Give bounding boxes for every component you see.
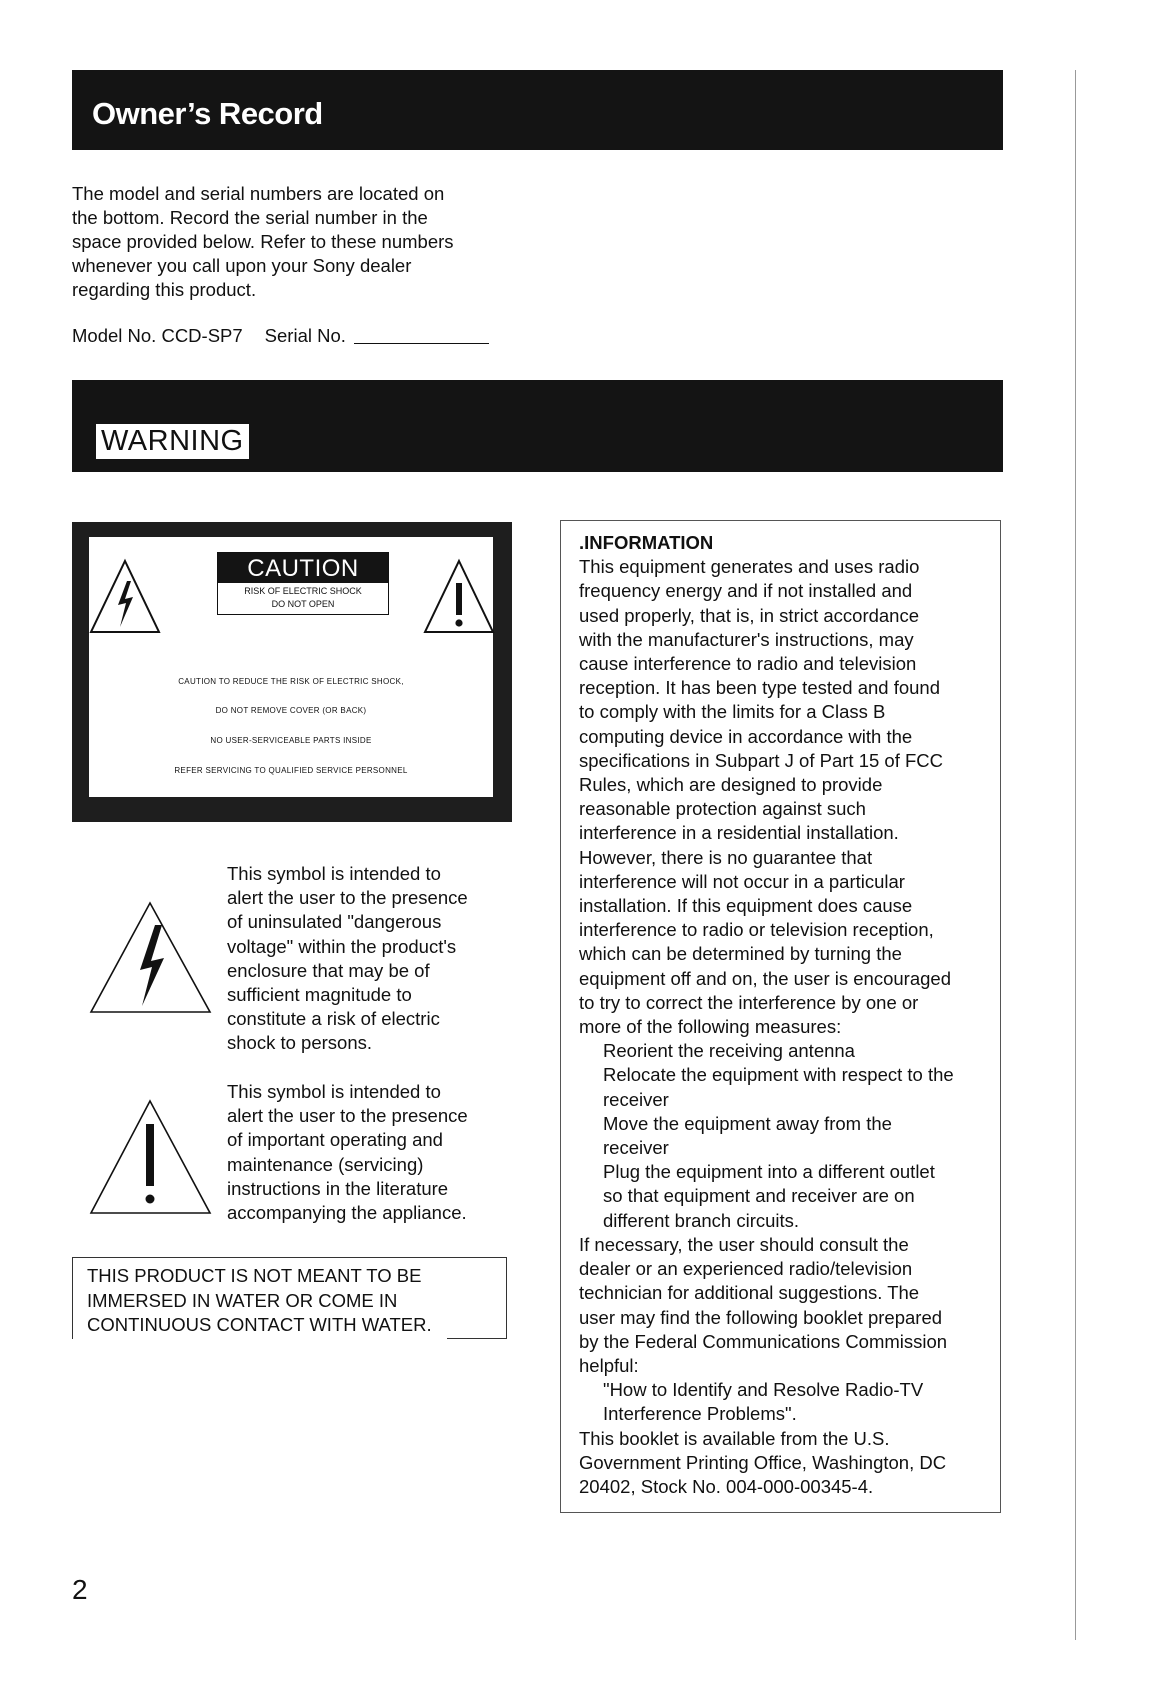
page-edge-line <box>1075 70 1076 1640</box>
notice-line: CONTINUOUS CONTACT WITH WATER. <box>87 1314 432 1335</box>
serial-label: Serial No. <box>264 325 346 346</box>
information-line: by the Federal Communications Commission <box>579 1330 948 1352</box>
text-line: of uninsulated "dangerous <box>227 911 442 933</box>
caution-line: DO NOT REMOVE COVER (OR BACK) <box>215 706 367 715</box>
exclamation-symbol-description <box>227 1080 512 1225</box>
exclamation-triangle-icon <box>423 557 495 635</box>
caution-label-top <box>89 537 493 649</box>
information-line: equipment off and on, the user is encouraged <box>579 967 951 989</box>
intro-line: the bottom. Record the serial number in the <box>72 207 428 228</box>
caution-label-text <box>89 647 493 797</box>
text-line: voltage" within the product's <box>227 935 457 957</box>
information-line: more of the following measures: <box>579 1016 842 1038</box>
information-heading: .INFORMATION <box>579 532 714 553</box>
information-line: computing device in accordance with the <box>579 725 913 747</box>
owners-record-intro <box>72 182 502 302</box>
information-line: so that equipment and receiver are on <box>603 1185 915 1207</box>
information-line: Rules, which are designed to provide <box>579 774 883 796</box>
text-line: enclosure that may be of <box>227 959 430 981</box>
caution-line: NO USER-SERVICEABLE PARTS INSIDE <box>210 736 372 745</box>
page-number: 2 <box>72 1574 88 1605</box>
notice-line: THIS PRODUCT IS NOT MEANT TO BE <box>87 1265 422 1286</box>
lightning-triangle-icon <box>88 900 213 1015</box>
caution-subtext <box>218 583 388 614</box>
text-line: alert the user to the presence <box>227 887 468 909</box>
text-line: instructions in the literature <box>227 1177 449 1199</box>
information-line: interference in a residential installation. <box>579 822 899 844</box>
text-line: This symbol is intended to <box>227 1081 441 1102</box>
information-line: specifications in Subpart J of Part 15 of FCC <box>579 749 944 771</box>
information-line: Relocate the equipment with respect to the <box>603 1064 954 1086</box>
notice-line: IMMERSED IN WATER OR COME IN <box>87 1289 398 1311</box>
information-line: helpful: <box>579 1354 639 1376</box>
information-line: to comply with the limits for a Class B <box>579 701 886 723</box>
information-line: with the manufacturer's instructions, may <box>579 628 914 650</box>
model-number: Model No. CCD-SP7 <box>72 325 243 346</box>
information-body <box>579 555 1000 1499</box>
information-line: installation. If this equipment does cause <box>579 895 913 917</box>
text-line: sufficient magnitude to <box>227 984 412 1006</box>
information-line: This booklet is available from the U.S. <box>579 1427 890 1449</box>
text-line: constitute a risk of electric <box>227 1008 440 1030</box>
information-line: dealer or an experienced radio/television <box>579 1258 913 1280</box>
caution-line: CAUTION TO REDUCE THE RISK OF ELECTRIC SHOCK, <box>178 677 404 686</box>
owners-record-header <box>72 70 1003 150</box>
intro-line: regarding this product. <box>72 279 257 300</box>
lightning-symbol-description <box>227 862 512 1056</box>
information-line: This equipment generates and uses radio <box>579 556 920 578</box>
information-line: which can be determined by turning the <box>579 943 902 965</box>
warning-title: WARNING <box>96 424 249 459</box>
intro-line: whenever you call upon your Sony dealer <box>72 255 412 276</box>
water-notice <box>72 1257 507 1339</box>
information-line: different branch circuits. <box>603 1209 800 1231</box>
notice-rule <box>447 1338 507 1339</box>
caution-box <box>217 552 389 615</box>
information-line: used properly, that is, in strict accordance <box>579 604 920 626</box>
information-line: Plug the equipment into a different outlet <box>603 1161 935 1183</box>
intro-line: space provided below. Refer to these numbers <box>72 231 454 252</box>
text-line: of important operating and <box>227 1129 443 1151</box>
information-line: technician for additional suggestions. The <box>579 1282 920 1304</box>
owners-record-title: Owner’s Record <box>92 96 323 131</box>
information-line: receiver <box>603 1088 669 1110</box>
caution-heading: CAUTION <box>218 553 388 583</box>
model-serial-line <box>72 325 489 347</box>
text-line: This symbol is intended to <box>227 863 441 884</box>
information-line: receiver <box>603 1137 669 1159</box>
information-line: user may find the following booklet prepared <box>579 1306 943 1328</box>
serial-blank-field <box>354 343 489 344</box>
text-line: maintenance (servicing) <box>227 1153 424 1175</box>
exclamation-triangle-icon <box>88 1098 213 1216</box>
information-line: 20402, Stock No. 004-000-00345-4. <box>579 1475 874 1497</box>
information-line: "How to Identify and Resolve Radio-TV <box>603 1379 924 1401</box>
text-line: alert the user to the presence <box>227 1105 468 1127</box>
information-line: reception. It has been type tested and found <box>579 677 941 699</box>
information-line: interference to radio or television reception, <box>579 919 934 941</box>
information-line: reasonable protection against such <box>579 798 866 820</box>
warning-header <box>72 380 1003 472</box>
caution-sub-line: DO NOT OPEN <box>271 599 335 609</box>
information-line: Move the equipment away from the <box>603 1112 892 1134</box>
information-line: to try to correct the interference by one or <box>579 991 919 1013</box>
information-line: frequency energy and if not installed and <box>579 580 913 602</box>
text-line: accompanying the appliance. <box>227 1202 467 1224</box>
information-line: cause interference to radio and television <box>579 653 917 675</box>
intro-line: The model and serial numbers are located on <box>72 183 445 204</box>
caution-sub-line: RISK OF ELECTRIC SHOCK <box>244 586 362 596</box>
information-line: Interference Problems". <box>603 1403 797 1425</box>
text-line: shock to persons. <box>227 1032 372 1054</box>
information-line: However, there is no guarantee that <box>579 846 873 868</box>
caution-label <box>72 522 512 822</box>
information-line: Government Printing Office, Washington, DC <box>579 1451 947 1473</box>
information-line: Reorient the receiving antenna <box>603 1040 855 1062</box>
information-line: interference will not occur in a particular <box>579 870 905 892</box>
information-box <box>560 520 1001 1513</box>
lightning-triangle-icon <box>89 557 161 635</box>
caution-line: REFER SERVICING TO QUALIFIED SERVICE PERSONNEL <box>174 766 408 775</box>
information-line: If necessary, the user should consult the <box>579 1233 909 1255</box>
